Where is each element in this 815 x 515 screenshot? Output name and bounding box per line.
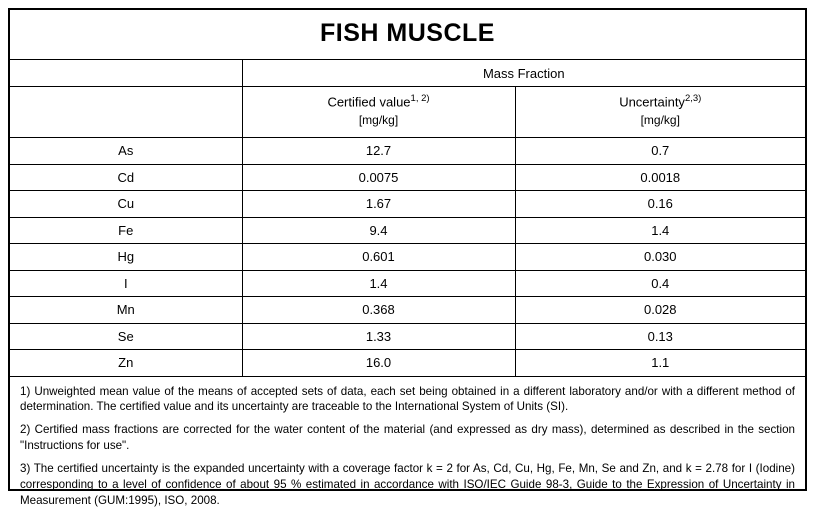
cell-element: Mn [10, 297, 242, 324]
header-certified-value [242, 87, 515, 138]
table-row [10, 138, 805, 165]
page-title: FISH MUSCLE [320, 19, 495, 47]
cell-uncertainty: 0.030 [515, 244, 805, 271]
cell-element: Cd [10, 164, 242, 191]
table-row [10, 297, 805, 324]
cell-element: Fe [10, 217, 242, 244]
cell-certified-value: 1.33 [242, 323, 515, 350]
cell-certified-value: 1.67 [242, 191, 515, 218]
cell-element: I [10, 270, 242, 297]
cell-uncertainty: 1.1 [515, 350, 805, 377]
cell-certified-value: 12.7 [242, 138, 515, 165]
cell-element: Zn [10, 350, 242, 377]
table-row [10, 270, 805, 297]
header-uncertainty-sup: 2,3) [685, 93, 701, 104]
table-row [10, 191, 805, 218]
certificate-table-frame [8, 8, 807, 491]
header-uncertainty-label: Uncertainty [619, 95, 685, 110]
cell-certified-value: 9.4 [242, 217, 515, 244]
table-row [10, 323, 805, 350]
cell-uncertainty: 0.0018 [515, 164, 805, 191]
header-certified-value-unit: [mg/kg] [243, 112, 515, 129]
cell-uncertainty: 0.4 [515, 270, 805, 297]
cell-element: Cu [10, 191, 242, 218]
footnotes [10, 377, 805, 515]
footnote-1: 1) Unweighted mean value of the means of accepted sets of data, each set being obtained in a different laboratory and/or with a different method of determination. The certified value and its uncertainty are traceable to the International System of Units (SI). [20, 384, 795, 416]
cell-uncertainty: 0.7 [515, 138, 805, 165]
cell-certified-value: 0.601 [242, 244, 515, 271]
title-row [10, 10, 805, 60]
cell-certified-value: 0.0075 [242, 164, 515, 191]
table-header-row [10, 87, 805, 138]
table-row [10, 217, 805, 244]
header-blank-cell [10, 60, 242, 87]
cell-element: Hg [10, 244, 242, 271]
certified-values-table [10, 60, 805, 377]
footnote-3: 3) The certified uncertainty is the expanded uncertainty with a coverage factor k = 2 for As, Cd, Cu, Hg, Fe, Mn, Se and Zn, and k = 2.78 for I (Iodine) corresponding to a level of confidence of about 95 % estimated in accordance with ISO/IEC Guide 98-3, Guide to the Expression of Uncertainty in Measurement (GUM:1995), ISO, 2008. [20, 461, 795, 509]
cell-certified-value: 0.368 [242, 297, 515, 324]
table-row [10, 244, 805, 271]
header-certified-value-label: Certified value [327, 95, 410, 110]
footnote-2: 2) Certified mass fractions are corrected for the water content of the material (and expressed as dry mass), determined as described in the section "Instructions for use". [20, 422, 795, 454]
cell-uncertainty: 1.4 [515, 217, 805, 244]
cell-certified-value: 16.0 [242, 350, 515, 377]
header-mass-fraction: Mass Fraction [242, 60, 805, 87]
table-row [10, 164, 805, 191]
cell-uncertainty: 0.13 [515, 323, 805, 350]
header-uncertainty-unit: [mg/kg] [516, 112, 806, 129]
header-element-column [10, 87, 242, 138]
cell-certified-value: 1.4 [242, 270, 515, 297]
cell-element: Se [10, 323, 242, 350]
header-uncertainty [515, 87, 805, 138]
table-row [10, 350, 805, 377]
cell-uncertainty: 0.028 [515, 297, 805, 324]
cell-element: As [10, 138, 242, 165]
cell-uncertainty: 0.16 [515, 191, 805, 218]
header-certified-value-sup: 1, 2) [411, 93, 430, 104]
table-header-group-row [10, 60, 805, 87]
